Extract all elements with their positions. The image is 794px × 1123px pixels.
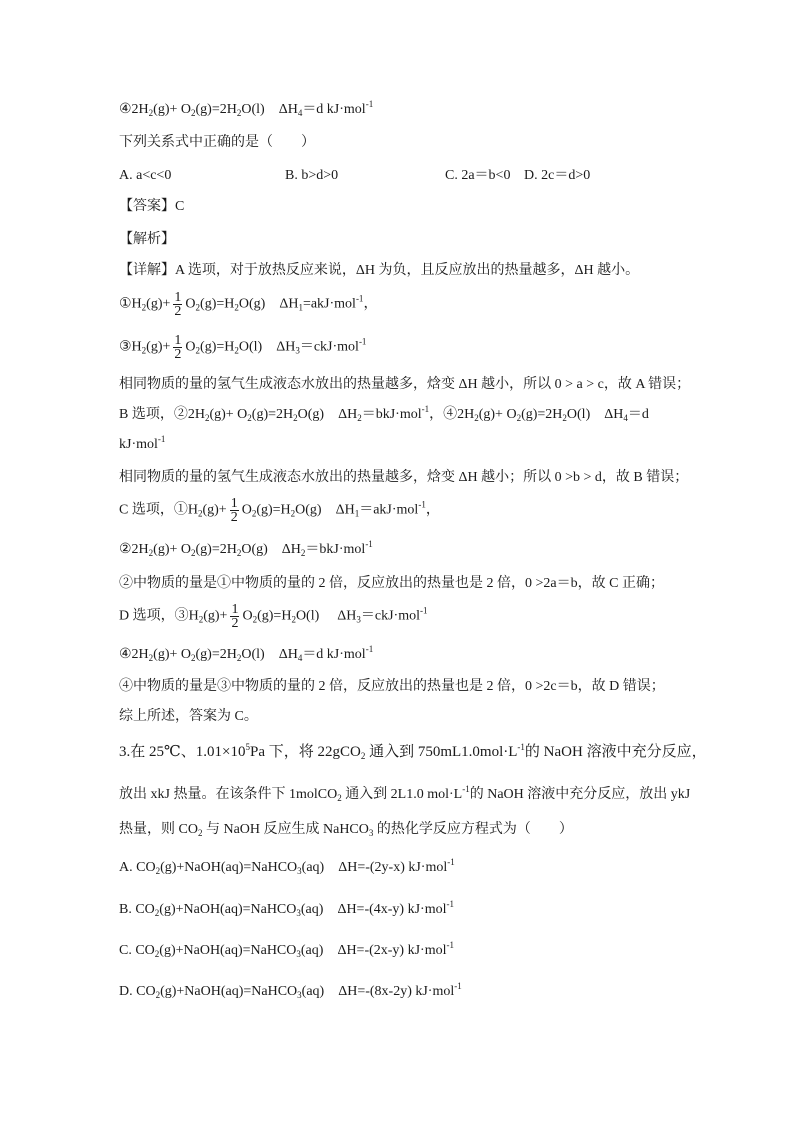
question-3-option-d: D. $CO_2(g)+NaOH(aq)=NaHCO_3(aq)$ ΔH=-(8x-2y) kJ·mol$^{-1}$ (119, 981, 462, 1000)
option-a: A. a<c<0 (119, 168, 172, 183)
fraction-half: $\frac{1}{2}$ (174, 290, 182, 319)
question-3-line-2: 放出 xkJ 热量。在该条件下 1molCO$_2$ 通入到 2L1.0 $mol\cdot L^{-1}$的 NaOH 溶液中充分反应，放出 ykJ (119, 784, 691, 803)
paragraph-d-equation-3: D 选项，$③H_2(g)+$ $\frac{1}{2}$ $O_2(g)=H_2O(l)$ $\Delta H_3=ckJ\cdot mol^{-1}$ (119, 602, 428, 631)
paragraph-d-equation-4: $④2H_2(g)+ O_2(g)=2H_2O(l)$ $\Delta H_4=d$ kJ·mol$^{-1}$ (119, 644, 374, 663)
paragraph-d-conclusion: ④中物质的量是③中物质的量的 2 倍，反应放出的热量也是 2 倍，0 >2c＝b，故 D 错误； (119, 679, 665, 694)
paragraph-a-conclusion: 相同物质的量的氢气生成液态水放出的热量越多，焓变 ΔH 越小，所以 0 > a > c，故 A 错误； (119, 377, 691, 392)
option-d: D. 2c＝d>0 (524, 168, 591, 183)
paragraph-c-equation-2: $②2H_2(g)+ O_2(g)=2H_2O(g)$ $\Delta H_2=bkJ\cdot mol^{-1}$ (119, 539, 373, 558)
paragraph-b-equations: B 选项，$②2H_2(g)+ O_2(g)=2H_2O(g)$ $\Delta H_2=bkJ\cdot mol^{-1}$，$④2H_2(g)+ O_2(g)=2H_2O(l)$ $\Delta H_4=d$ (119, 404, 649, 423)
options-row (119, 167, 679, 185)
question-3-line-1: 3.在 25℃、$1.01\times 10^5Pa$ 下，将 22gCO$_2$ 通入到 $750mL1.0mol\cdot L^{-1}$的 NaOH 溶液中充分反应， (119, 742, 707, 761)
question-3-option-b: B. $CO_2(g)+NaOH(aq)=NaHCO_3(aq)$ ΔH=-(4x-y) kJ·mol$^{-1}$ (119, 899, 454, 918)
paragraph-b-unit: kJ·mol$^{-1}$ (119, 434, 166, 452)
equation-1-line: $①H_2(g)+$ $\frac{1}{2}$ $O_2(g)=H_2O(g)$ $\Delta H_1=akJ\cdot mol^{-1}$， (119, 290, 378, 319)
question-prompt: 下列关系式中正确的是（ ） (119, 135, 315, 150)
equation-3-line: $③H_2(g)+$ $\frac{1}{2}$ $O_2(g)=H_2O(l)$ $\Delta H_3=ckJ\cdot mol^{-1}$ (119, 333, 367, 362)
analysis-label: 【解析】 (119, 232, 175, 247)
option-b: B. b>d>0 (285, 168, 339, 183)
paragraph-b-conclusion: 相同物质的量的氢气生成液态水放出的热量越多，焓变 ΔH 越小；所以 0 >b > d，故 B 错误； (119, 470, 689, 485)
question-3-option-c: C. $CO_2(g)+NaOH(aq)=NaHCO_3(aq)$ ΔH=-(2x-y) kJ·mol$^{-1}$ (119, 940, 454, 959)
summary-line: 综上所述，答案为 C。 (119, 709, 258, 724)
paragraph-c-conclusion: ②中物质的量是①中物质的量的 2 倍，反应放出的热量也是 2 倍，0 >2a＝b，故 C 正确； (119, 576, 664, 591)
question-3-option-a: A. $CO_2(g)+NaOH(aq)=NaHCO_3(aq)$ ΔH=-(2y-x) kJ·mol$^{-1}$ (119, 857, 455, 876)
detail-intro: 【详解】A 选项，对于放热反应来说，ΔH 为负，且反应放出的热量越多，ΔH 越小。 (119, 263, 640, 278)
equation-4-line: $④2H_2(g)+ O_2(g)=2H_2O(l)$ $\Delta H_4=d$ kJ·mol$^{-1}$ (119, 99, 374, 118)
fraction-half: $\frac{1}{2}$ (231, 602, 239, 631)
answer-label: 【答案】C (119, 199, 185, 214)
paragraph-c-equation-1: C 选项，$①H_2(g)+$ $\frac{1}{2}$ $O_2(g)=H_2O(g)$ $\Delta H_1=akJ\cdot mol^{-1}$， (119, 496, 440, 525)
fraction-half: $\frac{1}{2}$ (174, 333, 182, 362)
question-3-line-3: 热量，则 $CO_2$ 与 NaOH 反应生成 NaHCO$_3$ 的热化学反应方程式为（ ） (119, 822, 573, 838)
option-c: C. 2a＝b<0 (445, 168, 511, 183)
fraction-half: $\frac{1}{2}$ (230, 496, 238, 525)
